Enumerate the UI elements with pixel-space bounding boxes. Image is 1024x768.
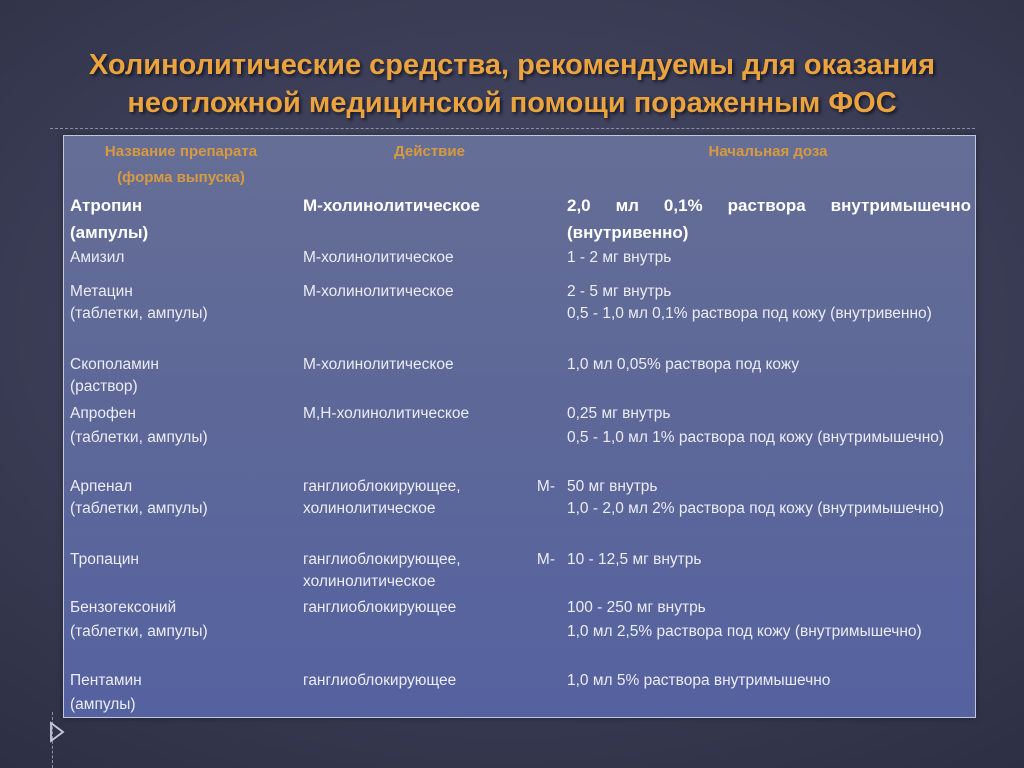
column-header-name-line-2: (форма выпуска) bbox=[117, 169, 245, 186]
drug-table bbox=[63, 135, 976, 718]
dose-cell bbox=[567, 476, 971, 520]
title-divider bbox=[50, 128, 975, 129]
drug-form: (ампулы) bbox=[70, 696, 136, 713]
dose-line: 0,25 мг внутрь bbox=[567, 405, 671, 422]
drug-cell bbox=[70, 281, 297, 325]
drug-form: (таблетки, ампулы) bbox=[70, 623, 208, 640]
action-line bbox=[303, 476, 555, 498]
drug-cell bbox=[70, 402, 297, 450]
dose-line: 100 - 250 мг внутрь bbox=[567, 599, 706, 616]
drug-action: ганглиоблокирующее, bbox=[303, 478, 461, 495]
dose-line: 1,0 - 2,0 мл 2% раствора под кожу (внутримышечно) bbox=[567, 500, 945, 517]
drug-cell bbox=[70, 596, 297, 644]
drug-cell bbox=[70, 669, 297, 717]
drug-cell bbox=[70, 476, 297, 520]
drug-name: Бензогексоний bbox=[70, 599, 177, 616]
drug-action-tail: М- bbox=[536, 551, 555, 568]
action-cell bbox=[303, 549, 555, 593]
action-line bbox=[303, 549, 555, 571]
dose-line: (внутривенно) bbox=[567, 223, 689, 242]
column-header-name-line-1: Название препарата bbox=[104, 143, 258, 160]
drug-name: Апрофен bbox=[70, 405, 136, 422]
slide-title-line-1: Холинолитические средства, рекомендуемы для оказания bbox=[88, 49, 936, 81]
column-header-dose: Начальная доза bbox=[708, 143, 828, 160]
dose-cell bbox=[567, 669, 971, 693]
drug-form: (таблетки, ампулы) bbox=[70, 429, 208, 446]
drug-name: Метацин bbox=[70, 283, 133, 300]
drug-name: Амизил bbox=[70, 249, 125, 266]
drug-action: М-холинолитическое bbox=[303, 283, 454, 300]
drug-form: (таблетки, ампулы) bbox=[70, 305, 208, 322]
column-header-action: Действие bbox=[394, 143, 465, 160]
drug-name: Пентамин bbox=[70, 672, 142, 689]
slide-title-line-2: неотложной медицинской помощи пораженным ФОС bbox=[127, 87, 897, 119]
drug-name: Атропин bbox=[70, 196, 143, 215]
action-cell bbox=[303, 669, 555, 693]
dose-cell bbox=[567, 247, 971, 269]
action-cell bbox=[303, 192, 555, 219]
drug-form: (раствор) bbox=[70, 378, 138, 395]
drug-cell bbox=[70, 354, 297, 398]
dose-line: 2 - 5 мг внутрь bbox=[567, 283, 672, 300]
action-cell bbox=[303, 596, 555, 620]
column-header-name bbox=[64, 139, 298, 191]
drug-cell bbox=[70, 192, 297, 246]
dose-line: 50 мг внутрь bbox=[567, 478, 658, 495]
dose-line: 1 - 2 мг внутрь bbox=[567, 249, 672, 266]
drug-cell bbox=[70, 549, 297, 571]
dose-cell bbox=[567, 192, 971, 246]
drug-name: Арпенал bbox=[70, 478, 133, 495]
drug-action-line-2: холинолитическое bbox=[303, 573, 436, 590]
dose-cell bbox=[567, 549, 971, 571]
dose-cell bbox=[567, 596, 971, 644]
drug-action-line-2: холинолитическое bbox=[303, 500, 436, 517]
dose-cell bbox=[567, 402, 971, 450]
drug-cell bbox=[70, 247, 297, 269]
drug-action: М-холинолитическое bbox=[303, 356, 454, 373]
dose-line: 0,5 - 1,0 мл 1% раствора под кожу (внутримышечно) bbox=[567, 429, 945, 446]
dose-cell bbox=[567, 281, 971, 325]
action-cell bbox=[303, 354, 555, 376]
drug-name: Скополамин bbox=[70, 356, 159, 373]
drug-form: (ампулы) bbox=[70, 223, 149, 242]
drug-action: ганглиоблокирующее bbox=[303, 599, 457, 616]
drug-action-tail: М- bbox=[536, 478, 555, 495]
dose-line: 2,0 мл 0,1% раствора внутримышечно bbox=[567, 196, 971, 215]
action-cell bbox=[303, 402, 555, 426]
dose-line: 10 - 12,5 мг внутрь bbox=[567, 551, 702, 568]
action-cell bbox=[303, 476, 555, 520]
action-cell bbox=[303, 247, 555, 269]
drug-action: М-холинолитическое bbox=[303, 196, 480, 215]
dose-cell bbox=[567, 354, 971, 376]
drug-form: (таблетки, ампулы) bbox=[70, 500, 208, 517]
drug-action: ганглиоблокирующее bbox=[303, 672, 457, 689]
slide-title bbox=[0, 46, 1024, 122]
drug-action: М-холинолитическое bbox=[303, 249, 454, 266]
dose-line: 1,0 мл 0,05% раствора под кожу bbox=[567, 356, 800, 373]
dose-line: 1,0 мл 5% раствора внутримышечно bbox=[567, 672, 831, 689]
drug-name: Тропацин bbox=[70, 551, 139, 568]
drug-action: ганглиоблокирующее, bbox=[303, 551, 461, 568]
dose-line: 0,5 - 1,0 мл 0,1% раствора под кожу (внутривенно) bbox=[567, 305, 932, 322]
action-cell bbox=[303, 281, 555, 303]
drug-action: М,Н-холинолитическое bbox=[303, 405, 470, 422]
dose-line: 1,0 мл 2,5% раствора под кожу (внутримышечно) bbox=[567, 623, 922, 640]
triangle-outline-icon bbox=[49, 721, 65, 743]
